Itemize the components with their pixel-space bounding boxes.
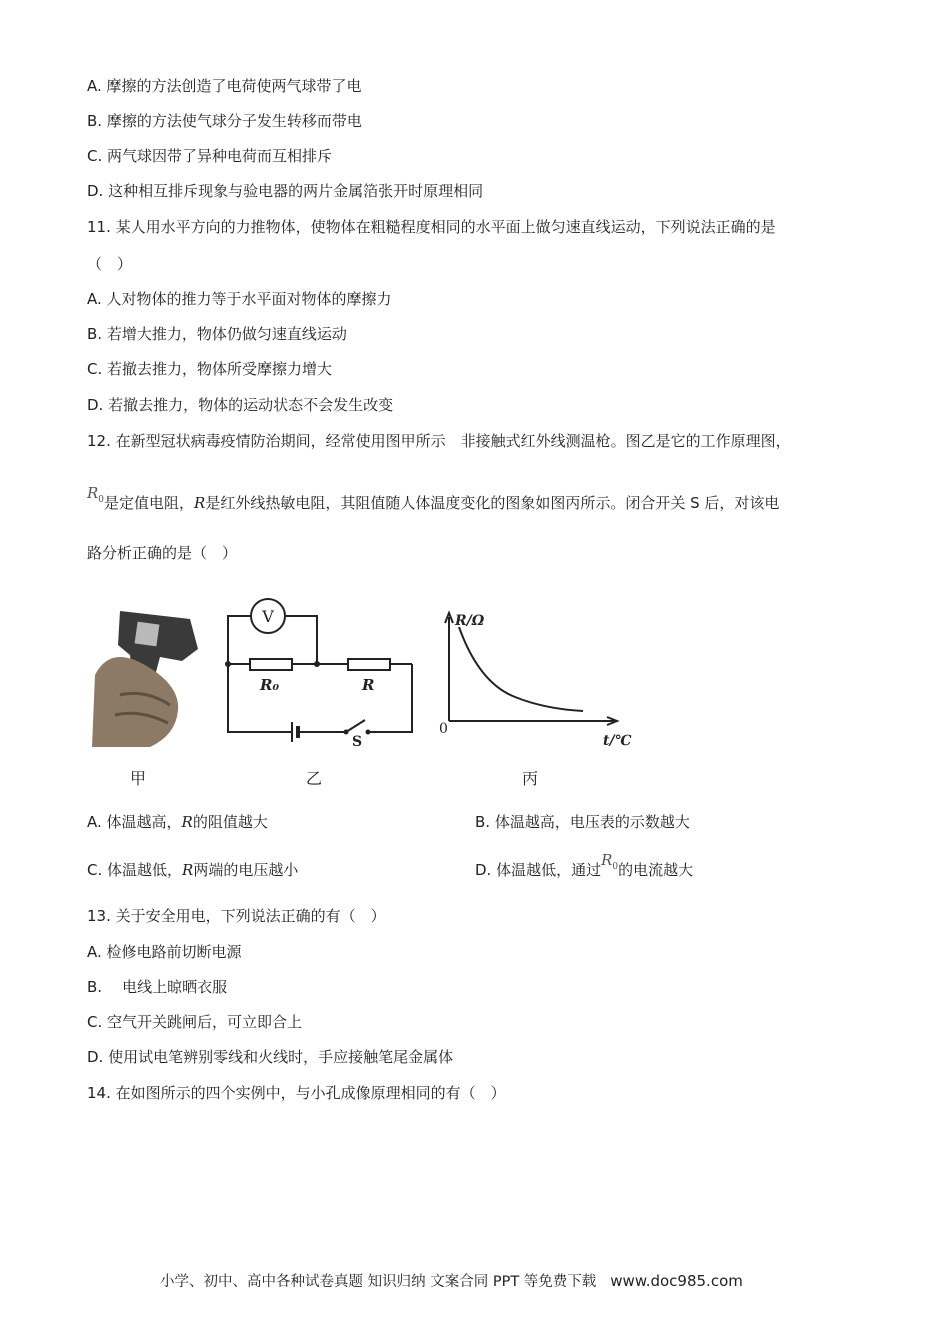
resistance-curve xyxy=(459,627,583,711)
q14-stem: 14. 在如图所示的四个实例中，与小孔成像原理相同的有（ ） xyxy=(87,1084,506,1102)
q11-option-b: B. 若增大推力，物体仍做匀速直线运动 xyxy=(87,325,347,343)
r-label: R xyxy=(362,676,375,694)
graph-origin: 0 xyxy=(439,721,448,737)
page-footer xyxy=(160,1270,743,1291)
battery-icon xyxy=(292,722,298,742)
q10-option-a: A. 摩擦的方法创造了电荷使两气球带了电 xyxy=(87,77,362,95)
q11-stem: 11. 某人用水平方向的力推物体，使物体在粗糙程度相同的水平面上做匀速直线运动，下列说法正确的是 xyxy=(87,218,776,236)
fig-label-bing: 丙 xyxy=(522,769,539,788)
resistor-r xyxy=(348,659,390,670)
q12-option-b: B. 体温越高，电压表的示数越大 xyxy=(475,813,690,831)
thermometer-gun-photo xyxy=(90,605,205,750)
q13-option-a: A. 检修电路前切断电源 xyxy=(87,943,242,961)
fig-label-yi: 乙 xyxy=(306,769,323,788)
q10-option-b: B. 摩擦的方法使气球分子发生转移而带电 xyxy=(87,112,362,130)
voltmeter-label: V xyxy=(262,607,274,626)
r0-symbol-d: $R_0$ xyxy=(601,851,619,872)
q13-option-b: B. 电线上晾晒衣服 xyxy=(87,978,228,996)
q12-stem-line2: $R_0$是定值电阻，R是红外线热敏电阻，其阻值随人体温度变化的图象如图丙所示。闭合开关 S 后，对该电 xyxy=(87,484,780,512)
r0-symbol: $R_0$ xyxy=(87,484,105,505)
circuit-diagram xyxy=(220,598,420,748)
graph-x-label: t/℃ xyxy=(603,733,632,749)
q10-option-c: C. 两气球因带了异种电荷而互相排斥 xyxy=(87,147,333,165)
q10-option-d: D. 这种相互排斥现象与验电器的两片金属箔张开时原理相同 xyxy=(87,182,484,200)
q12-option-d: D. 体温越低，通过$R_0$的电流越大 xyxy=(475,851,694,879)
q11-paren: （ ） xyxy=(87,255,133,273)
resistor-r0 xyxy=(250,659,292,670)
switch-icon xyxy=(344,720,371,735)
q11-option-c: C. 若撤去推力，物体所受摩擦力增大 xyxy=(87,360,333,378)
q11-option-a: A. 人对物体的推力等于水平面对物体的摩擦力 xyxy=(87,290,392,308)
footer-text: 小学、初中、高中各种试卷真题 知识归纳 文案合同 PPT 等免费下载 xyxy=(160,1274,597,1290)
fig-label-jia: 甲 xyxy=(130,769,147,788)
graph-y-label: R/Ω xyxy=(455,613,485,629)
q13-stem: 13. 关于安全用电，下列说法正确的有（ ） xyxy=(87,907,386,925)
q12-stem-line3: 路分析正确的是（ ） xyxy=(87,544,238,562)
q13-option-d: D. 使用试电笔辨别零线和火线时，手应接触笔尾金属体 xyxy=(87,1048,454,1066)
switch-label: S xyxy=(352,734,363,748)
footer-url[interactable]: www.doc985.com xyxy=(610,1272,743,1290)
q12-option-c: C. 体温越低，R两端的电压越小 xyxy=(87,861,299,879)
q12-option-a: A. 体温越高，R的阻值越大 xyxy=(87,813,268,831)
q13-option-c: C. 空气开关跳闸后，可立即合上 xyxy=(87,1013,303,1031)
q12-stem-line1: 12. 在新型冠状病毒疫情防治期间，经常使用图甲所示 非接触式红外线测温枪。图乙是它的工作原理图， xyxy=(87,432,791,450)
r0-label: R₀ xyxy=(260,676,280,694)
q11-option-d: D. 若撤去推力，物体的运动状态不会发生改变 xyxy=(87,396,394,414)
resistance-temperature-graph xyxy=(435,605,635,750)
